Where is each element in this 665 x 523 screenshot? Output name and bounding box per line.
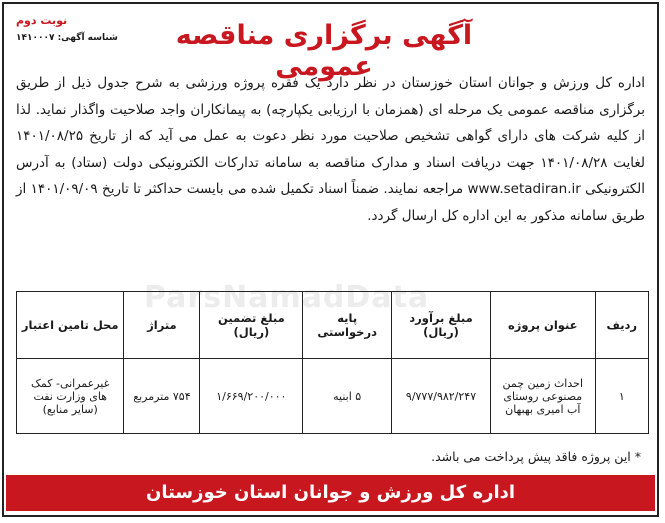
body-paragraph: اداره کل ورزش و جوانان استان خوزستان در نظر دارد یک فقره پروژه ورزشی به شرح جدول ذیل از طریق برگزاری مناقصه عمومی یک مرحله ای (همزمان با ارزیابی یکپارچه) به پیمانکاران واجد صلاحیت واگذار نماید. لذا از کلیه شرکت های دارای گواهی تشخیص صلاحیت مورد نظر دعوت به عمل می آید که از تاریخ ۱۴۰۱/۰۸/۲۵ لغایت ۱۴۰۱/۰۸/۲۸ جهت دریافت اسناد و مدارک مناقصه به سامانه تدارکات الکترونیکی دولت (ستاد) به آدرس الکترونیکی www.setadiran.ir مراجعه نمایند. ضمناً اسناد تکمیل شده می بایست حداکثر تا تاریخ ۱۴۰۱/۰۹/۰۹ از طریق سامانه مذکور به این اداره کل ارسال گردد.	[16, 75, 646, 224]
watermark: ParsNamadData	[144, 280, 430, 315]
cell-area: ۷۵۴ مترمربع	[124, 359, 200, 434]
cell-row-no: ۱	[595, 359, 648, 434]
cell-grade: ۵ ابنیه	[303, 359, 392, 434]
ad-meta	[16, 14, 126, 43]
col-header-project-title: عنوان پروژه	[490, 292, 595, 359]
cell-guarantee: ۱/۶۶۹/۲۰۰/۰۰۰	[200, 359, 303, 434]
col-header-row-no: ردیف	[595, 292, 648, 359]
col-header-area: متراژ	[124, 292, 200, 359]
tender-table	[16, 291, 649, 434]
cell-project-title: احداث زمین چمن مصنوعی روستای آب امیری بهبهان	[490, 359, 595, 434]
col-header-funding: محل تامین اعتبار	[17, 292, 124, 359]
footer-banner: اداره کل ورزش و جوانان استان خوزستان	[6, 475, 655, 511]
table-row	[17, 359, 649, 434]
table-header-row	[17, 292, 649, 359]
round-label: نوبت دوم	[16, 14, 68, 27]
cell-funding: غیرعمرانی- کمک های وزارت نفت (سایر منابع)	[17, 359, 124, 434]
col-header-estimate: مبلغ برآورد (ریال)	[392, 292, 491, 359]
cell-estimate: ۹/۷۷۷/۹۸۲/۲۴۷	[392, 359, 491, 434]
page-title: آگهی برگزاری مناقصه عمومی	[175, 20, 473, 82]
col-header-grade: پایه درخواستی	[303, 292, 392, 359]
prepayment-note: * این پروژه فاقد پیش پرداخت می باشد.	[431, 449, 641, 464]
ad-frame	[2, 2, 659, 517]
col-header-guarantee: مبلغ تضمین (ریال)	[200, 292, 303, 359]
ad-number: شناسه آگهی: ۱۴۱۰۰۰۷	[16, 33, 118, 43]
